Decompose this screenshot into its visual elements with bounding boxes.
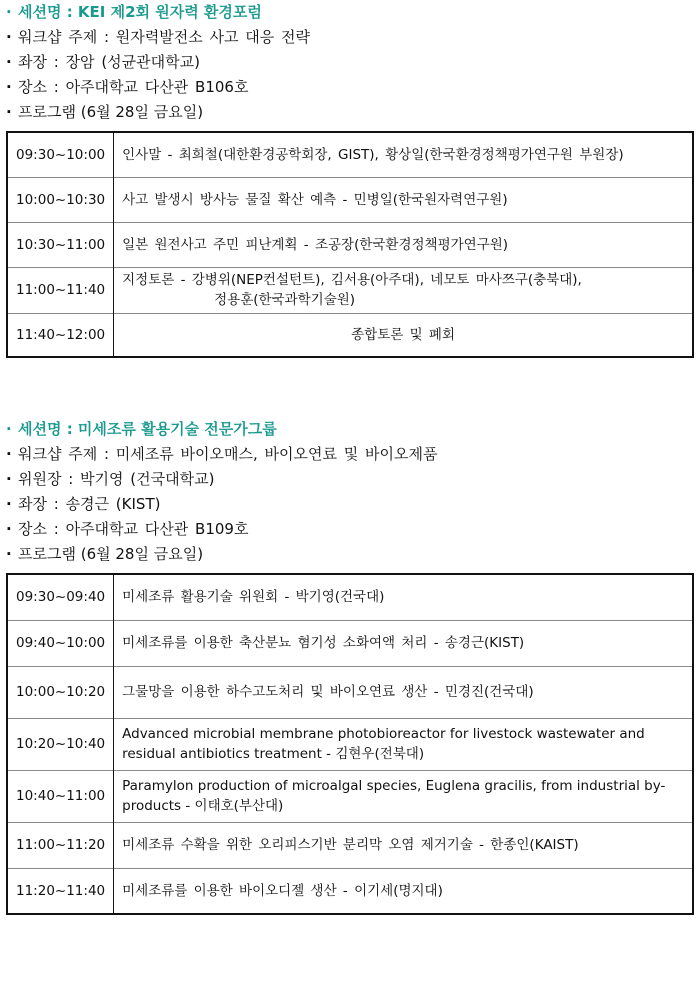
program-table xyxy=(6,573,694,915)
program-table xyxy=(6,131,694,358)
content-cell: Paramylon production of microalgal species, Euglena gracilis, from industrial by-products - 이태호(부산대) xyxy=(114,770,693,822)
program-date: · 프로그램 (6월 28일 금요일) xyxy=(6,100,700,125)
table-row xyxy=(7,574,693,620)
time-cell: 10:30~11:00 xyxy=(7,222,114,267)
time-cell: 11:00~11:20 xyxy=(7,822,114,868)
table-row xyxy=(7,718,693,770)
session-2-info xyxy=(0,417,700,567)
content-cell: 사고 발생시 방사능 물질 확산 예측 - 민병일(한국원자력연구원) xyxy=(114,177,693,222)
committee-chair: · 위원장 : 박기영 (건국대학교) xyxy=(6,467,700,492)
time-cell: 09:30~10:00 xyxy=(7,132,114,177)
content-line-2: 정용훈(한국과학기술원) xyxy=(214,292,356,308)
time-cell: 10:20~10:40 xyxy=(7,718,114,770)
session-1-info xyxy=(0,0,700,125)
table-row xyxy=(7,132,693,177)
session-title: · 세션명 : 미세조류 활용기술 전문가그룹 xyxy=(6,417,700,442)
chair: · 좌장 : 송경근 (KIST) xyxy=(6,492,700,517)
session-1 xyxy=(0,0,700,343)
time-cell: 10:00~10:30 xyxy=(7,177,114,222)
time-cell: 10:00~10:20 xyxy=(7,666,114,718)
time-cell: 11:00~11:40 xyxy=(7,267,114,313)
workshop-topic: · 워크샵 주제 : 미세조류 바이오매스, 바이오연료 및 바이오제품 xyxy=(6,442,700,467)
content-cell xyxy=(114,267,693,313)
time-cell: 09:30~09:40 xyxy=(7,574,114,620)
table-row xyxy=(7,222,693,267)
time-cell: 10:40~11:00 xyxy=(7,770,114,822)
workshop-topic: · 워크샵 주제 : 원자력발전소 사고 대응 전략 xyxy=(6,25,700,50)
content-cell: 그물망을 이용한 하수고도처리 및 바이오연료 생산 - 민경진(건국대) xyxy=(114,666,693,718)
program-date: · 프로그램 (6월 28일 금요일) xyxy=(6,542,700,567)
table-row xyxy=(7,868,693,914)
content-cell: 미세조류를 이용한 축산분뇨 혐기성 소화여액 처리 - 송경근(KIST) xyxy=(114,620,693,666)
venue: · 장소 : 아주대학교 다산관 B106호 xyxy=(6,75,700,100)
chair: · 좌장 : 장암 (성균관대학교) xyxy=(6,50,700,75)
content-cell: 미세조류 활용기술 위원회 - 박기영(건국대) xyxy=(122,589,385,606)
time-cell: 11:40~12:00 xyxy=(7,313,114,357)
table-row xyxy=(7,770,693,822)
content-cell: 일본 원전사고 주민 피난계획 - 조공장(한국환경정책평가연구원) xyxy=(114,222,693,267)
table-row xyxy=(7,666,693,718)
time-cell: 11:20~11:40 xyxy=(7,868,114,914)
content-cell: 종합토론 및 폐회 xyxy=(114,313,693,357)
session-2 xyxy=(0,417,700,899)
table-row xyxy=(7,267,693,313)
time-cell: 09:40~10:00 xyxy=(7,620,114,666)
table-row xyxy=(7,822,693,868)
table-row xyxy=(7,313,693,357)
content-line-1: 지정토론 - 강병위(NEP컨설턴트), 김서용(아주대), 네모토 마사쯔구(충북대), xyxy=(122,272,582,288)
content-cell: 미세조류를 이용한 바이오디젤 생산 - 이기세(명지대) xyxy=(114,868,693,914)
content-cell: Advanced microbial membrane photobioreactor for livestock wastewater and residual antibiotics treatment - 김현우(전북대) xyxy=(114,718,693,770)
venue: · 장소 : 아주대학교 다산관 B109호 xyxy=(6,517,700,542)
table-row xyxy=(7,177,693,222)
content-cell: 인사말 - 최희철(대한환경공학회장, GIST), 황상일(한국환경정책평가연구원 부원장) xyxy=(122,146,624,163)
content-cell: 미세조류 수확을 위한 오리피스기반 분리막 오염 제거기술 - 한종인(KAIST) xyxy=(114,822,693,868)
table-row xyxy=(7,620,693,666)
session-title: · 세션명 : KEI 제2회 원자력 환경포럼 xyxy=(6,0,700,25)
